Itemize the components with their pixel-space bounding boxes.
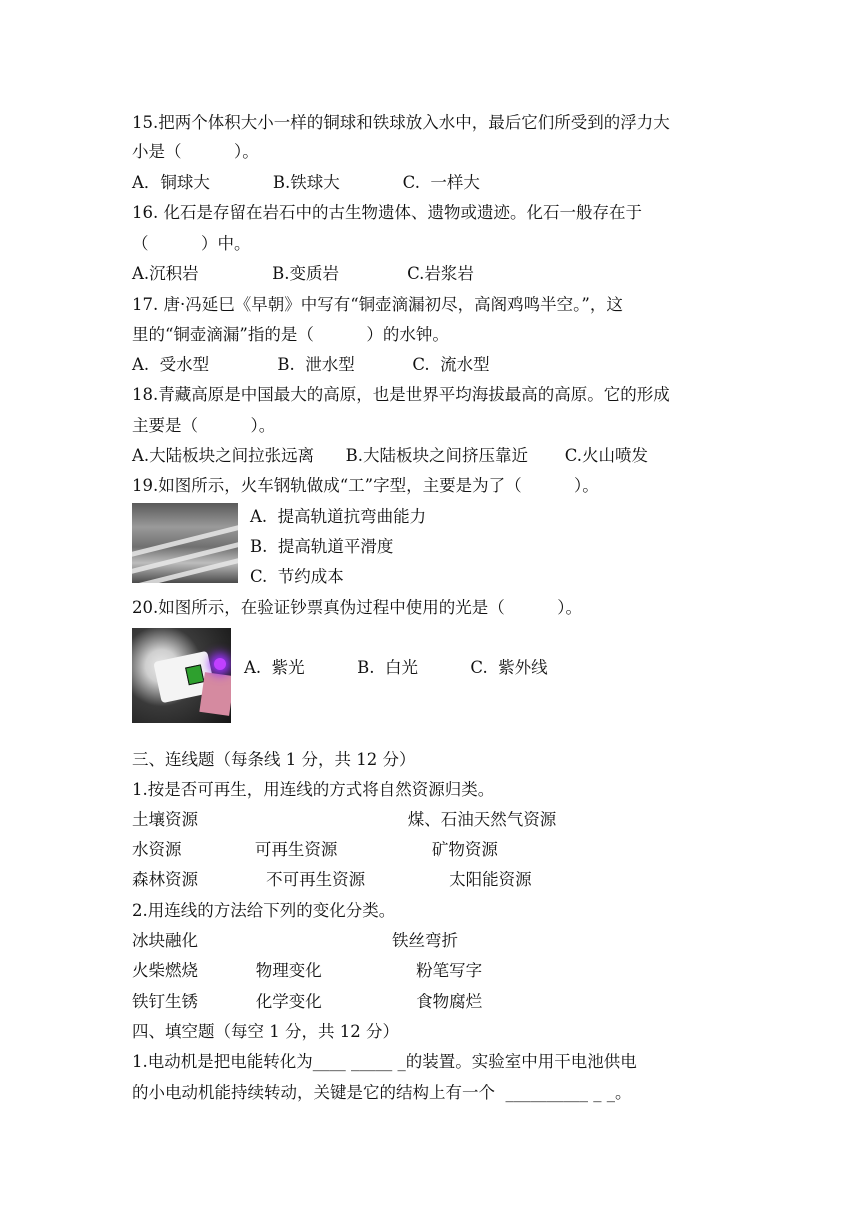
- q20-stem: 20.如图所示，在验证钞票真伪过程中使用的光是（ ）。: [132, 598, 582, 617]
- q17-stem-line1: 17. 唐·冯延巳《早朝》中写有“铜壶滴漏初尽，高阁鸡鸣半空。”，这: [132, 295, 623, 314]
- q19-option-b: B. 提高轨道平滑度: [250, 537, 394, 556]
- section3-q1-stem: 1.按是否可再生，用连线的方式将自然资源归类。: [132, 780, 495, 799]
- q17-stem-line2: 里的“铜壶滴漏”指的是（ ）的水钟。: [132, 325, 449, 344]
- q20-options: A. 紫光 B. 白光 C. 紫外线: [244, 658, 548, 677]
- q17-options: A. 受水型 B. 泄水型 C. 流水型: [132, 355, 490, 374]
- q15-options: A．铜球大 B.铁球大 C. 一样大: [132, 173, 480, 192]
- section4-q1-line2: 的小电动机能持续转动，关键是它的结构上有一个 __________ _ _。: [132, 1083, 632, 1102]
- section4-q1-line1: 1.电动机是把电能转化为____ _____ _的装置。实验室中用干电池供电: [132, 1052, 637, 1071]
- q18-options: A.大陆板块之间拉张远离 B.大陆板块之间挤压靠近 C.火山喷发: [132, 446, 648, 465]
- section3-heading: 三、连线题（每条线 1 分，共 12 分）: [132, 750, 416, 769]
- steel-rail-photo: [132, 503, 238, 583]
- section4-heading: 四、填空题（每空 1 分，共 12 分）: [132, 1022, 399, 1041]
- q16-stem-line1: 16. 化石是存留在岩石中的古生物遗体、遗物或遗迹。化石一般存在于: [132, 203, 642, 222]
- section3-q2-row1: 冰块融化 铁丝弯折: [132, 931, 459, 950]
- section3-q1-row3: 森林资源 不可再生资源 太阳能资源: [132, 870, 532, 889]
- banknote-uv-check-photo: [132, 628, 231, 723]
- q19-option-a: A. 提高轨道抗弯曲能力: [250, 507, 427, 526]
- section3-q1-row1: 土壤资源 煤、石油天然气资源: [132, 810, 557, 829]
- q19-option-c: C. 节约成本: [250, 567, 344, 586]
- q19-stem: 19.如图所示，火车钢轨做成“工”字型，主要是为了（ ）。: [132, 476, 599, 495]
- section3-q2-stem: 2.用连线的方法给下列的变化分类。: [132, 901, 396, 920]
- q16-stem-line2: （ ）中。: [132, 234, 251, 253]
- q18-stem-line2: 主要是（ ）。: [132, 416, 276, 435]
- q16-options: A.沉积岩 B.变质岩 C.岩浆岩: [132, 264, 474, 283]
- section3-q1-row2: 水资源 可再生资源 矿物资源: [132, 840, 498, 859]
- q15-stem-line2: 小是（ ）。: [132, 142, 259, 161]
- section3-q2-row2: 火柴燃烧 物理变化 粉笔写字: [132, 961, 483, 980]
- q15-stem-line1: 15.把两个体积大小一样的铜球和铁球放入水中，最后它们所受到的浮力大: [132, 113, 670, 132]
- q18-stem-line1: 18.青藏高原是中国最大的高原，也是世界平均海拔最高的高原。它的形成: [132, 385, 670, 404]
- section3-q2-row3: 铁钉生锈 化学变化 食物腐烂: [132, 992, 483, 1011]
